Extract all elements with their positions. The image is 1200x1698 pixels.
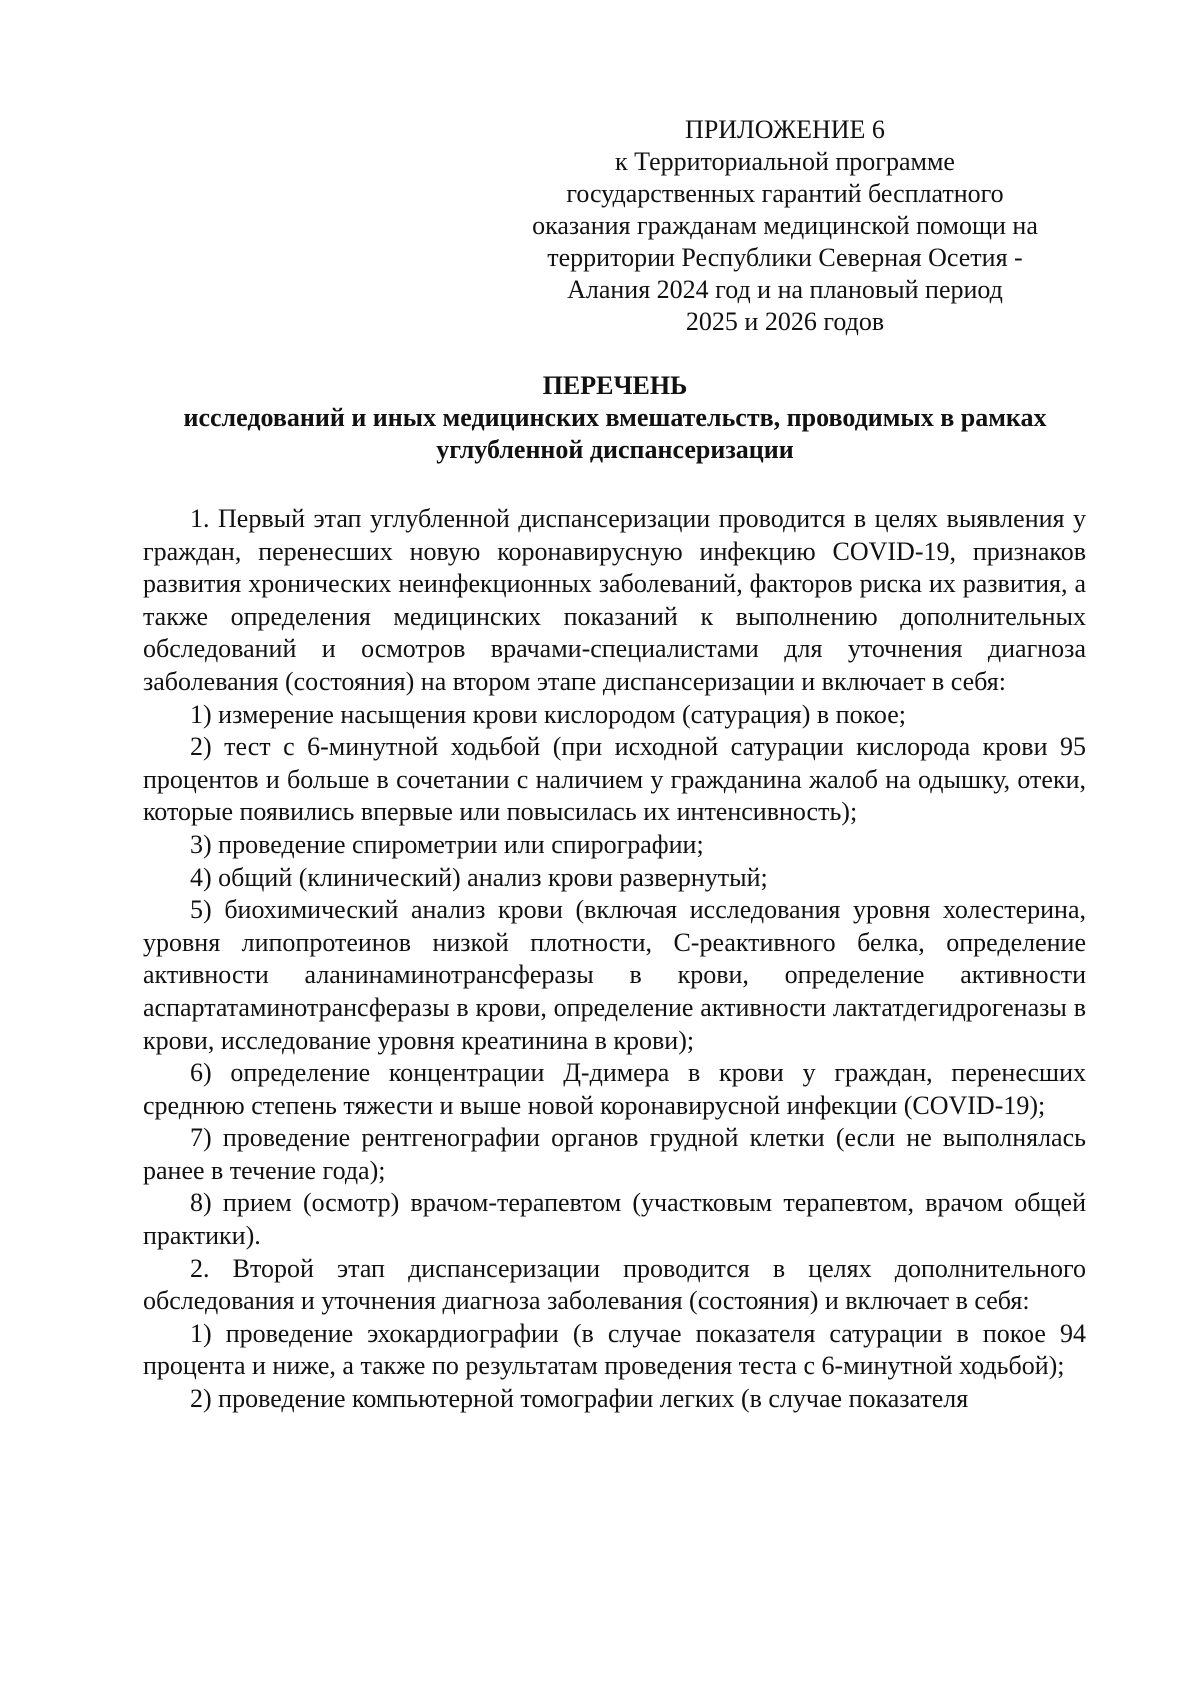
paragraph-stage-2: 2. Второй этап диспансеризации проводится в целях дополнительного обследования и уточнения диагноза заболевания (состояния) и включает в себя: [143, 1253, 1086, 1316]
annex-line: 2025 и 2026 годов [685, 307, 885, 336]
annex-title: ПРИЛОЖЕНИЕ 6 [685, 115, 885, 144]
document-title [140, 370, 1090, 466]
document-body [143, 503, 1086, 1416]
list-item: 1) проведение эхокардиографии (в случае показателя сатурации в покое 94 процента и ниже, а также по результатам проведения теста с 6-минутной ходьбой); [143, 1318, 1086, 1381]
title-subtitle-line: исследований и иных медицинских вмешательств, проводимых в рамках [183, 403, 1047, 432]
list-item: 5) биохимический анализ крови (включая исследования уровня холестерина, уровня липопротеинов низкой плотности, С-реактивного белка, определение активности аланинаминотрансферазы в крови, определение активности аспартатаминотрансферазы в крови, определение активности лактатдегидрогеназы в крови, исследование уровня креатинина в крови); [143, 895, 1086, 1055]
title-heading: ПЕРЕЧЕНЬ [542, 371, 688, 400]
list-item: 2) тест с 6-минутной ходьбой (при исходной сатурации кислорода крови 95 процентов и больше в сочетании с наличием у гражданина жалоб на одышку, отеки, которые появились впервые или повысилась их интенсивность); [143, 732, 1086, 827]
annex-line: территории Республики Северная Осетия - [547, 243, 1023, 272]
list-item: 4) общий (клинический) анализ крови развернутый; [190, 862, 768, 892]
title-subtitle-line: углубленной диспансеризации [436, 435, 794, 464]
annex-header [505, 114, 1065, 338]
annex-line: оказания гражданам медицинской помощи на [532, 211, 1038, 240]
list-item: 2) проведение компьютерной томографии легких (в случае показателя [190, 1384, 969, 1414]
list-item: 3) проведение спирометрии или спирографии; [190, 829, 704, 859]
list-item: 7) проведение рентгенографии органов грудной клетки (если не выполнялась ранее в течение года); [143, 1123, 1086, 1185]
annex-line: государственных гарантий бесплатного [566, 179, 1004, 208]
annex-line: к Территориальной программе [615, 147, 955, 176]
paragraph-stage-1: 1. Первый этап углубленной диспансеризации проводится в целях выявления у граждан, перенесших новую коронавирусную инфекцию COVID-19, признаков развития хронических неинфекционных заболеваний, факторов риска их развития, а также определения медицинских показаний к выполнению дополнительных обследований и осмотров врачами-специалистами для уточнения диагноза заболевания (состояния) на втором этапе диспансеризации и включает в себя: [143, 504, 1086, 696]
list-item: 8) прием (осмотр) врачом-терапевтом (участковым терапевтом, врачом общей практики). [143, 1188, 1086, 1251]
list-item: 1) измерение насыщения крови кислородом (сатурация) в покое; [190, 699, 906, 729]
list-item: 6) определение концентрации Д-димера в крови у граждан, перенесших среднюю степень тяжести и выше новой коронавирусной инфекции (COVID-19); [143, 1058, 1086, 1120]
annex-line: Алания 2024 год и на плановый период [567, 275, 1003, 304]
